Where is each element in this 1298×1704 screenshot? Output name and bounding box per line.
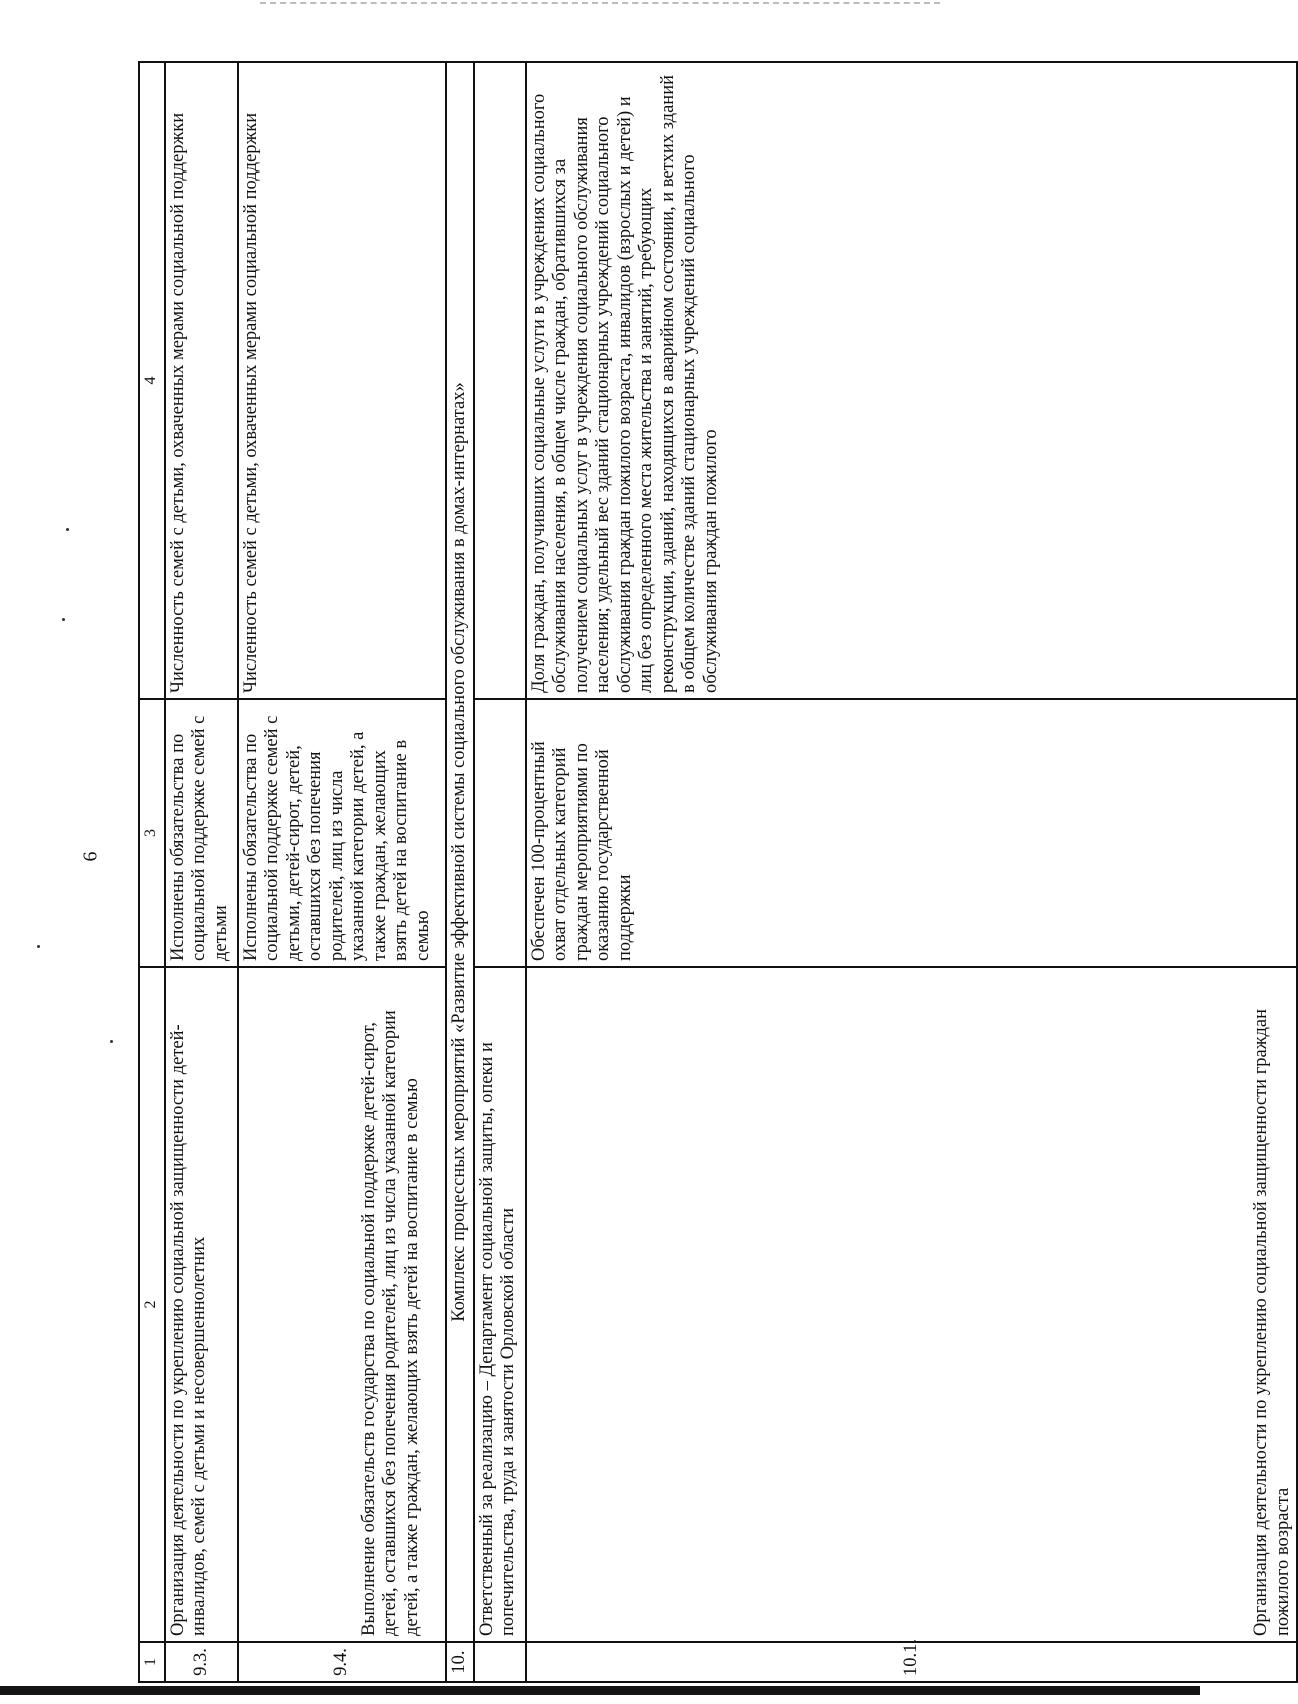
header-col-1: 1	[139, 1642, 165, 1682]
scan-speck	[66, 528, 69, 531]
scan-artifact-line	[260, 2, 940, 4]
table-row-responsible	[474, 62, 526, 1682]
indicator-cell: Численность семей с детьми, охваченных мерами социальной поддержки	[238, 62, 446, 699]
table-row-10-1	[526, 62, 1297, 1682]
activity-cell: Выполнение обязательств государства по социальной поддержке детей-сирот, детей, оставшихся без попечения родителей, лиц из числа указанной категории детей, а также граждан, желающих взять детей на воспитание в семью	[238, 967, 446, 1642]
scan-bottom-bar	[0, 1686, 1200, 1695]
table-row-9-3	[165, 62, 238, 1682]
row-number: 10.1.	[526, 1642, 1297, 1682]
empty-cell	[474, 699, 526, 967]
indicator-cell: Доля граждан, получивших социальные услуги в учреждениях социального обслуживания населения, в общем числе граждан, обратившихся за получением социальных услуг в учреждения социального обслуживания населения; удельный вес зданий стационарных учреждений социального обслуживания граждан пожилого возраста, инвалидов (взрослых и детей) и лиц без определенного места жительства и занятий, требующих реконструкции, зданий, находящихся в аварийном состоянии, и ветхих зданий в общем количестве зданий стационарных учреждений социального обслуживания граждан пожилого	[526, 62, 1297, 699]
row-number: 10.	[446, 1642, 474, 1682]
empty-cell	[474, 62, 526, 699]
indicator-cell: Численность семей с детьми, охваченных мерами социальной поддержки	[165, 62, 238, 699]
table-row-10	[446, 62, 474, 1682]
header-col-4: 4	[139, 62, 165, 699]
row-number: 9.4.	[238, 1642, 446, 1682]
header-col-3: 3	[139, 699, 165, 967]
scan-speck	[110, 1040, 113, 1043]
row-number: 9.3.	[165, 1642, 238, 1682]
scan-speck	[62, 618, 65, 621]
page-number: 6	[79, 851, 102, 862]
rotated-content	[138, 63, 1298, 1683]
result-cell: Исполнены обязательства по социальной поддержке семей с детьми	[165, 699, 238, 967]
rotated-page-area	[138, 63, 1298, 1683]
table-row-9-4	[238, 62, 446, 1682]
responsible-cell: Ответственный за реализацию – Департамент социальной защиты, опеки и попечительства, труда и занятости Орловской области	[474, 967, 526, 1642]
header-col-2: 2	[139, 967, 165, 1642]
scan-speck	[37, 945, 40, 948]
row-number-empty	[474, 1642, 526, 1682]
activities-table	[138, 61, 1298, 1683]
header-row	[139, 62, 165, 1682]
activity-cell: Организация деятельности по укреплению социальной защищенности граждан пожилого возраста	[526, 967, 1297, 1642]
activity-cell: Организация деятельности по укреплению социальной защищенности детей-инвалидов, семей с детьми и несовершеннолетних	[165, 967, 238, 1642]
result-cell: Обеспечен 100-процентный охват отдельных категорий граждан мероприятиями по оказанию государственной поддержки	[526, 699, 1297, 967]
section-title: Комплекс процессных мероприятий «Развитие эффективной системы социального обслуживания в домах-интернатах»	[446, 62, 474, 1642]
result-cell: Исполнены обязательства по социальной поддержке семей с детьми, детей-сирот, детей, оставшихся без попечения родителей, лиц из числа указанной категории детей, а также граждан, желающих взять детей на воспитание в семью	[238, 699, 446, 967]
